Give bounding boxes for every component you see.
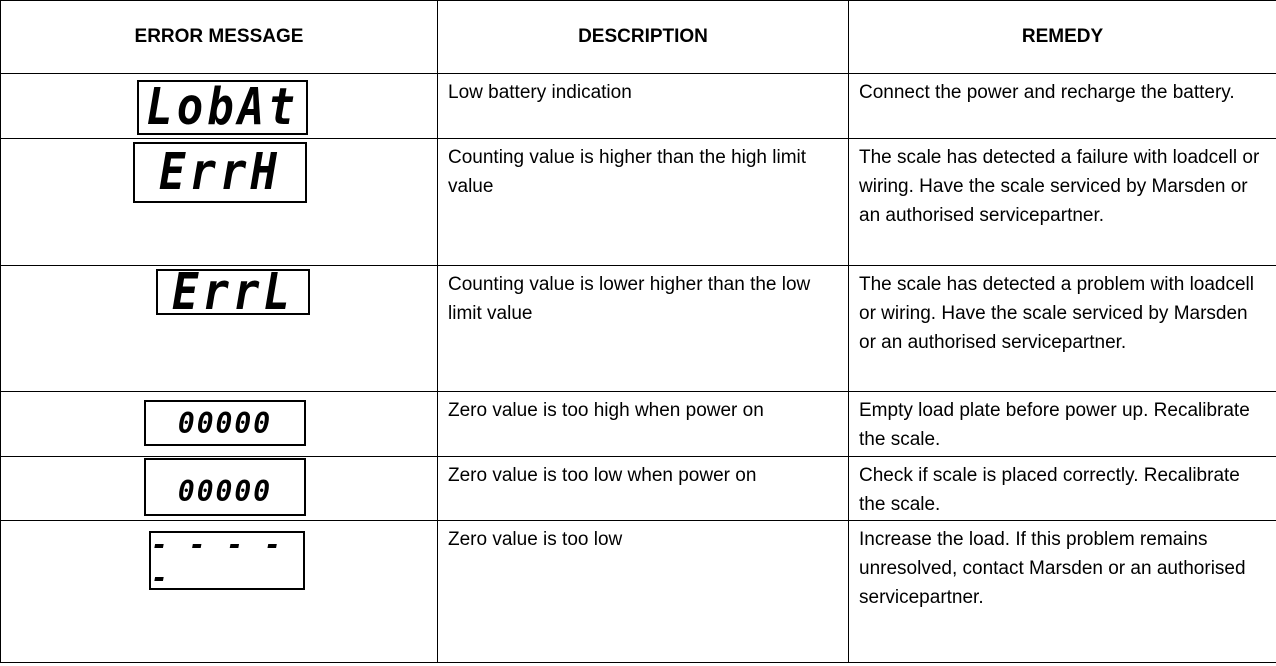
header-remedy: REMEDY: [849, 1, 1276, 74]
table-row: [1, 392, 1276, 457]
remedy-cell: Empty load plate before power up. Recalibrate the scale.: [849, 392, 1276, 457]
lcd-display: [133, 142, 307, 203]
lcd-text: ErrH: [159, 143, 281, 202]
description-cell: Counting value is lower higher than the low limit value: [438, 266, 849, 392]
lcd-text: ErrL: [172, 262, 294, 322]
display-cell: [1, 262, 438, 392]
lcd-text: 00000: [177, 406, 273, 440]
lcd-text: 00000: [177, 475, 273, 508]
lcd-display: [137, 80, 308, 135]
lcd-display: [149, 527, 305, 594]
description-cell: Counting value is higher than the high limit value: [438, 139, 849, 266]
lcd-text: LobAt: [146, 78, 299, 137]
description-cell: Low battery indication: [438, 74, 849, 139]
header-row: [1, 1, 1276, 74]
description-cell: Zero value is too low when power on: [438, 457, 849, 521]
description-cell: Zero value is too low: [438, 521, 849, 663]
header-error-message: ERROR MESSAGE: [1, 1, 438, 74]
lcd-display: [156, 262, 310, 322]
table-row: [1, 74, 1276, 139]
display-cell: [1, 457, 438, 521]
display-cell: [1, 74, 438, 139]
lcd-display: [144, 400, 306, 446]
description-cell: Zero value is too high when power on: [438, 392, 849, 457]
display-cell: [1, 139, 438, 266]
display-cell: [1, 521, 438, 663]
lcd-display: [144, 458, 306, 516]
remedy-cell: The scale has detected a problem with loadcell or wiring. Have the scale serviced by Marsden or an authorised servicepartner.: [849, 266, 1276, 392]
table-row: [1, 521, 1276, 663]
table-row: [1, 266, 1276, 392]
table-row: [1, 457, 1276, 521]
header-description: DESCRIPTION: [438, 1, 849, 74]
remedy-cell: The scale has detected a failure with loadcell or wiring. Have the scale serviced by Marsden or an authorised servicepartner.: [849, 139, 1276, 266]
remedy-cell: Check if scale is placed correctly. Recalibrate the scale.: [849, 457, 1276, 521]
display-cell: [1, 392, 438, 457]
lcd-text: - - - - -: [151, 527, 284, 594]
remedy-cell: Connect the power and recharge the battery.: [849, 74, 1276, 139]
table-row: [1, 139, 1276, 266]
remedy-cell: Increase the load. If this problem remains unresolved, contact Marsden or an authorised servicepartner.: [849, 521, 1276, 663]
